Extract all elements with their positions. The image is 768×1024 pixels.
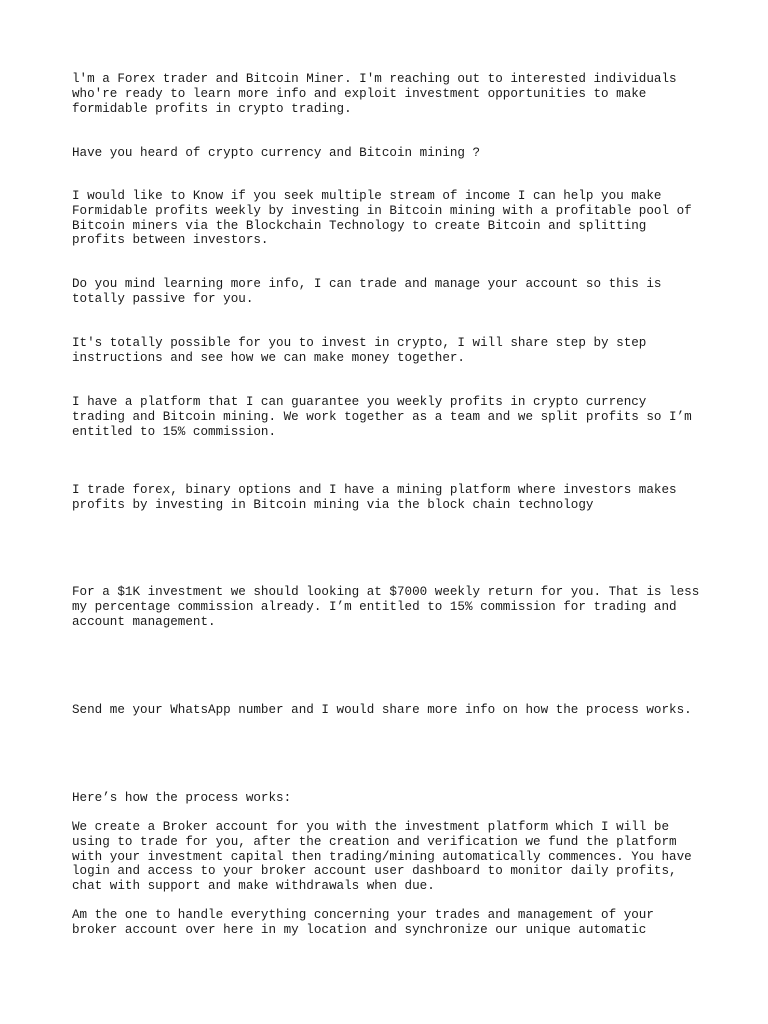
paragraph-passive: Do you mind learning more info, I can trade and manage your account so this is totally passive for you. xyxy=(72,277,662,306)
paragraph-process-heading: Here’s how the process works: xyxy=(72,791,292,805)
paragraph-handle-everything: Am the one to handle everything concerning your trades and management of your broker account over here in my location and synchronize our unique automatic xyxy=(72,908,654,937)
paragraph-question: Have you heard of crypto currency and Bitcoin mining ? xyxy=(72,146,481,160)
paragraph-broker-account: We create a Broker account for you with the investment platform which I will be using to trade for you, after the creation and verification we fund the platform with your investment capital then trading/mining automatically commences. You have login and access to your broker account user dashboard to monitor daily profits, chat with support and make withdrawals when due. xyxy=(72,820,692,894)
paragraph-income-offer: I would like to Know if you seek multiple stream of income I can help you make Formidable profits weekly by investing in Bitcoin mining with a profitable pool of Bitcoin miners via the Blockchain Technology to create Bitcoin and splitting profits between investors. xyxy=(72,189,692,248)
paragraph-intro: l'm a Forex trader and Bitcoin Miner. I'm reaching out to interested individuals who're ready to learn more info and exploit investment opportunities to make formidable profits in crypto trading. xyxy=(72,72,677,116)
paragraph-whatsapp-request: Send me your WhatsApp number and I would share more info on how the process works. xyxy=(72,703,692,717)
paragraph-platform-guarantee: I have a platform that I can guarantee you weekly profits in crypto currency trading and Bitcoin mining. We work together as a team and we split profits so I’m entitled to 15% commission. xyxy=(72,395,692,439)
paragraph-step-by-step: It's totally possible for you to invest in crypto, I will share step by step instructions and see how we can make money together. xyxy=(72,336,647,365)
paragraph-investment-return: For a $1K investment we should looking at $7000 weekly return for you. That is less my percentage commission already. I’m entitled to 15% commission for trading and account management. xyxy=(72,585,700,629)
paragraph-trade-forex: I trade forex, binary options and I have a mining platform where investors makes profits by investing in Bitcoin mining via the block chain technology xyxy=(72,483,677,512)
